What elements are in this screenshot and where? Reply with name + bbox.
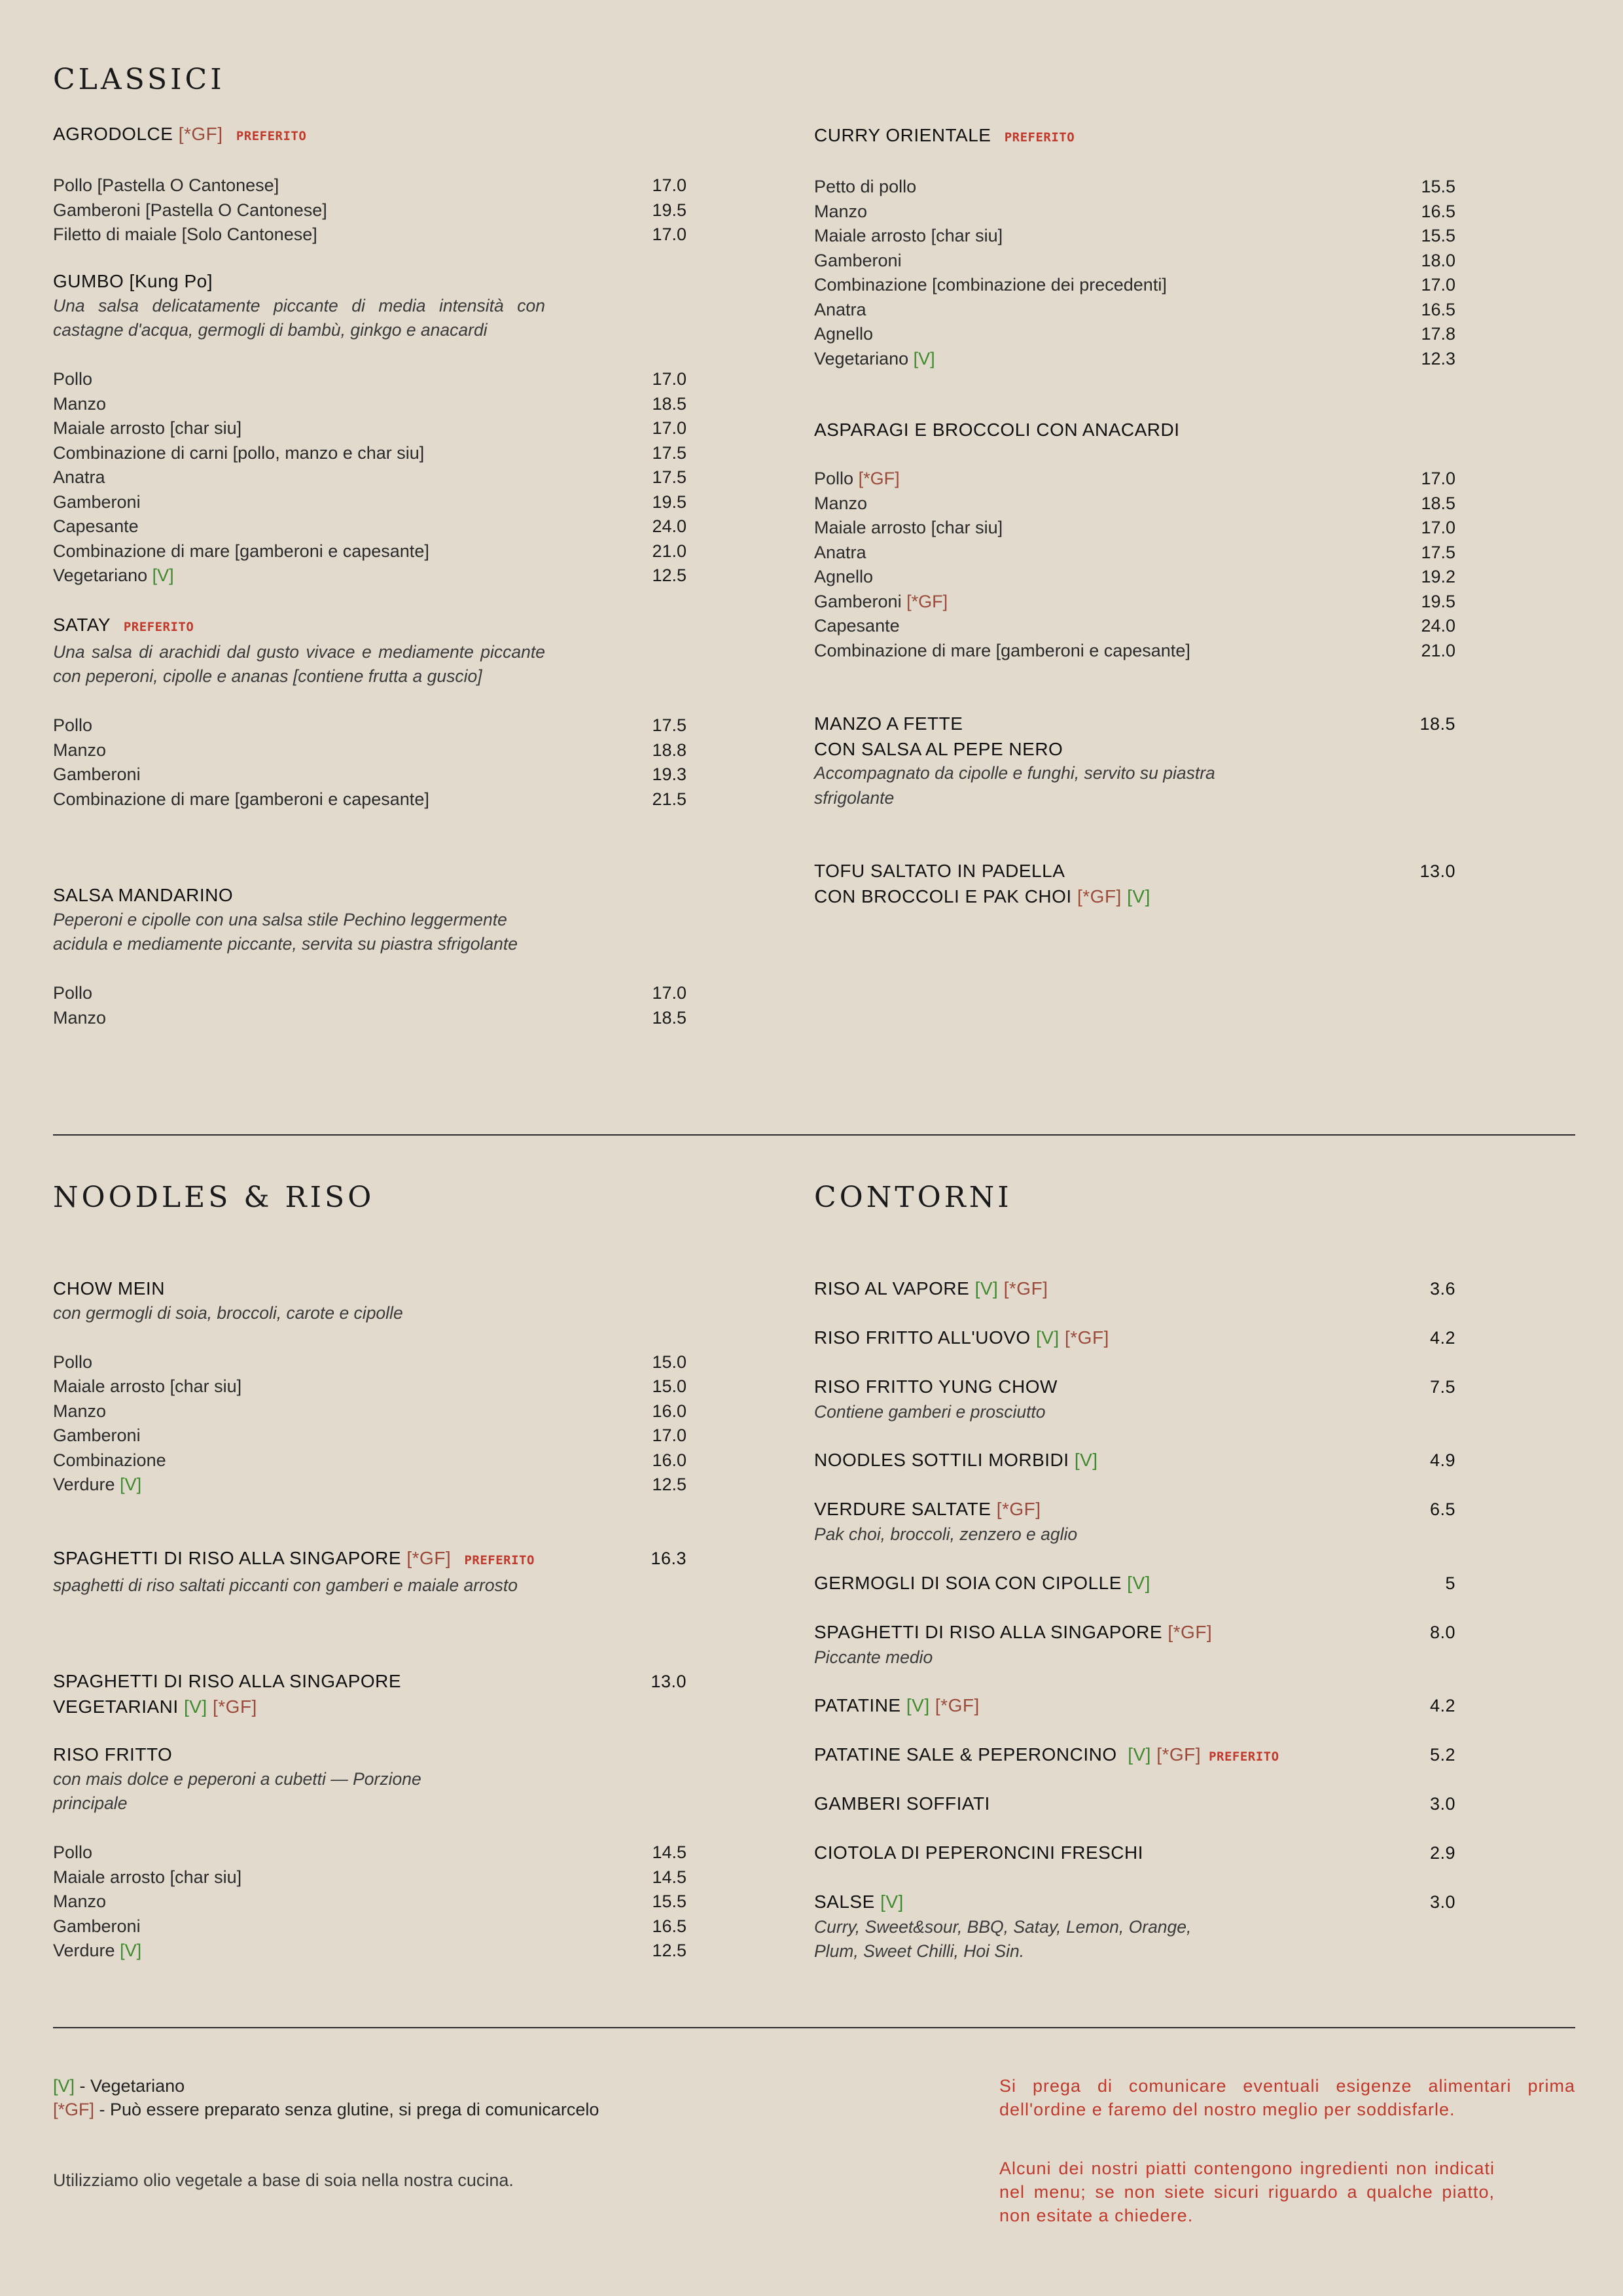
menu-item: Gamberoni [*GF] 19.5 <box>814 591 1455 611</box>
dish-name: TOFU SALTATO IN PADELLA <box>814 861 1065 881</box>
section-title-classici: CLASSICI <box>53 63 225 96</box>
dish-name: MANZO A FETTE <box>814 713 963 734</box>
menu-item: Manzo 18.8 <box>53 740 687 760</box>
menu-item: Combinazione [combinazione dei precedenti] 17.0 <box>814 275 1455 295</box>
menu-item: Manzo 16.5 <box>814 201 1455 221</box>
dish-name: SALSE <box>814 1892 875 1912</box>
veg-tag: [V] <box>152 565 174 585</box>
dish-name: PATATINE <box>814 1695 901 1715</box>
menu-item: Manzo 16.0 <box>53 1401 687 1421</box>
menu-item: Verdure [V] 12.5 <box>53 1475 687 1494</box>
dish-price: 4.9 <box>1429 1450 1455 1470</box>
veg-tag: [V] <box>1127 886 1150 906</box>
dish-singapore-vegetariani <box>53 1669 687 1719</box>
dish-description: Una salsa delicatamente piccante di media intensità con castagne d'acqua, germogli di bambù, ginkgo e anacardi <box>53 295 545 340</box>
dish-name-line2: CON BROCCOLI E PAK CHOI <box>814 886 1072 906</box>
gf-tag: [*GF] <box>906 591 948 611</box>
gf-tag: [*GF] <box>935 1695 980 1715</box>
contorno-riso-al-vapore <box>814 1276 1455 1302</box>
contorno-salse <box>814 1890 1455 1964</box>
contorno-riso-fritto-uovo <box>814 1325 1455 1351</box>
contorno-gamberi-soffiati <box>814 1791 1455 1817</box>
gf-tag: [*GF] <box>1168 1622 1213 1642</box>
dish-price: 16.3 <box>651 1549 687 1568</box>
menu-item: Gamberoni 19.3 <box>53 764 687 784</box>
dish-name-line2: VEGETARIANI <box>53 1696 179 1717</box>
veg-tag: [V] <box>880 1892 904 1912</box>
menu-item: Combinazione di carni [pollo, manzo e char siu] 17.5 <box>53 442 687 463</box>
dish-description: con mais dolce e peperoni a cubetti — Porzione principale <box>53 1768 421 1813</box>
dish-asparagi-broccoli <box>814 418 1455 663</box>
menu-item: Capesante 24.0 <box>53 516 687 536</box>
dish-price: 8.0 <box>1429 1623 1455 1642</box>
menu-item: Pollo 15.0 <box>53 1352 687 1372</box>
menu-item: Anatra 17.5 <box>814 542 1455 562</box>
contorno-patatine <box>814 1693 1455 1719</box>
menu-item: Manzo 15.5 <box>53 1892 687 1911</box>
menu-item: Manzo 18.5 <box>53 393 687 414</box>
dish-name: SPAGHETTI DI RISO ALLA SINGAPORE <box>53 1548 402 1568</box>
menu-item: Agnello 19.2 <box>814 567 1455 586</box>
dish-price: 13.0 <box>1419 861 1455 881</box>
section-title-noodles: NOODLES & RISO <box>53 1181 375 1214</box>
contorno-yung-chow <box>814 1374 1455 1424</box>
dish-name: NOODLES SOTTILI MORBIDI <box>814 1450 1069 1470</box>
menu-item: Pollo [*GF] 17.0 <box>814 469 1455 488</box>
dish-name: CURRY ORIENTALE <box>814 125 991 145</box>
gf-tag: [*GF] <box>178 124 223 144</box>
contorno-noodles-sottili <box>814 1448 1455 1473</box>
gf-tag: [*GF] <box>53 2100 95 2119</box>
gf-tag: [*GF] <box>212 1696 257 1717</box>
dish-name: GERMOGLI DI SOIA CON CIPOLLE <box>814 1573 1122 1593</box>
preferito-badge: PREFERITO <box>1004 130 1075 145</box>
dish-description: Piccante medio <box>814 1647 933 1667</box>
dish-description: Pak choi, broccoli, zenzero e aglio <box>814 1524 1078 1544</box>
dish-description: spaghetti di riso saltati piccanti con gamberi e maiale arrosto <box>53 1575 518 1595</box>
legend-veg: [V] - Vegetariano <box>53 2076 185 2096</box>
dish-price: 7.5 <box>1429 1377 1455 1397</box>
menu-item: Gamberoni 18.0 <box>814 250 1455 270</box>
preferito-badge: PREFERITO <box>236 129 307 143</box>
footer-legend <box>53 2074 838 2192</box>
menu-item: Pollo 17.0 <box>53 983 687 1003</box>
contorno-verdure-saltate <box>814 1497 1455 1547</box>
menu-item: Maiale arrosto [char siu] 14.5 <box>53 1867 687 1887</box>
legend-gf: [*GF] - Può essere preparato senza glutine, si prega di comunicarcelo <box>53 2100 599 2119</box>
oil-note: Utilizziamo olio vegetale a base di soia nella nostra cucina. <box>53 2170 514 2190</box>
menu-item: Gamberoni 17.0 <box>53 1426 687 1445</box>
preferito-badge: PREFERITO <box>1209 1749 1279 1764</box>
menu-item: Gamberoni 19.5 <box>53 492 687 512</box>
gf-tag: [*GF] <box>406 1548 452 1568</box>
gf-tag: [*GF] <box>1156 1744 1202 1765</box>
dish-name: RISO AL VAPORE <box>814 1278 970 1299</box>
dish-name: SALSA MANDARINO <box>53 885 234 905</box>
menu-item: Vegetariano [V] 12.5 <box>53 565 687 585</box>
dish-name: PATATINE SALE & PEPERONCINO <box>814 1744 1117 1765</box>
veg-tag: [V] <box>1074 1450 1098 1470</box>
menu-item: Petto di pollo 15.5 <box>814 177 1455 196</box>
contorno-germogli-soia <box>814 1571 1455 1596</box>
dish-description: Plum, Sweet Chilli, Hoi Sin. <box>814 1941 1025 1961</box>
veg-tag: [V] <box>974 1278 999 1299</box>
dish-price: 3.0 <box>1429 1892 1455 1912</box>
gf-tag: [*GF] <box>858 469 900 488</box>
veg-tag: [V] <box>53 2076 75 2096</box>
contorno-patatine-sale-peperoncino <box>814 1742 1455 1770</box>
veg-tag: [V] <box>1128 1744 1151 1765</box>
dish-agrodolce <box>53 122 687 247</box>
dish-price: 5.2 <box>1429 1745 1455 1765</box>
dish-price: 5 <box>1445 1573 1455 1593</box>
veg-tag: [V] <box>120 1941 142 1960</box>
dish-salsa-mandarino <box>53 883 687 1030</box>
contorno-spaghetti-singapore <box>814 1620 1455 1670</box>
dish-satay <box>53 613 687 812</box>
dish-description: Accompagnato da cipolle e funghi, servito su piastra sfrigolante <box>814 763 1215 808</box>
dish-name: ASPARAGI E BROCCOLI CON ANACARDI <box>814 420 1180 440</box>
dish-tofu <box>814 859 1455 908</box>
menu-item: Combinazione di mare [gamberoni e capesante] 21.5 <box>53 789 687 809</box>
dish-manzo-a-fette <box>814 711 1455 810</box>
menu-item: Manzo 18.5 <box>53 1007 687 1028</box>
dish-price: 6.5 <box>1429 1499 1455 1519</box>
veg-tag: [V] <box>913 348 935 368</box>
menu-item: Maiale arrosto [char siu] 15.5 <box>814 226 1455 245</box>
allergen-note: Alcuni dei nostri piatti contengono ingredienti non indicati nel menu; se non siete sicuri riguardo a qualche piatto, non esitate a chiedere. <box>999 2159 1495 2225</box>
menu-item: Gamberoni 16.5 <box>53 1916 687 1936</box>
menu-item: Combinazione di mare [gamberoni e capesante] 21.0 <box>53 541 687 561</box>
menu-item: Verdure [V] 12.5 <box>53 1941 687 1960</box>
dish-name: SATAY <box>53 615 111 635</box>
dish-name: GUMBO [Kung Po] <box>53 271 213 291</box>
menu-item: Anatra 16.5 <box>814 299 1455 319</box>
dish-name: CIOTOLA DI PEPERONCINI FRESCHI <box>814 1842 1144 1863</box>
veg-tag: [V] <box>1035 1327 1060 1348</box>
dish-description: con germogli di soia, broccoli, carote e cipolle <box>53 1302 403 1323</box>
dish-name: RISO FRITTO YUNG CHOW <box>814 1376 1058 1397</box>
diet-note: Si prega di comunicare eventuali esigenze alimentari prima dell'ordine e faremo del nostro meglio per soddisfarle. <box>999 2076 1575 2119</box>
dish-description: Curry, Sweet&sour, BBQ, Satay, Lemon, Orange, <box>814 1916 1192 1937</box>
menu-item: Filetto di maiale [Solo Cantonese] 17.0 <box>53 224 687 244</box>
dish-price: 4.2 <box>1429 1328 1455 1348</box>
dish-name: VERDURE SALTATE <box>814 1499 991 1519</box>
menu-item: Combinazione 16.0 <box>53 1450 687 1470</box>
dish-name: RISO FRITTO ALL'UOVO <box>814 1327 1031 1348</box>
contorno-peperoncini-freschi <box>814 1840 1455 1866</box>
menu-item: Maiale arrosto [char siu] 17.0 <box>814 518 1455 537</box>
dish-description: Una salsa di arachidi dal gusto vivace e mediamente piccante con peperoni, cipolle e ananas [contiene frutta a guscio] <box>53 641 545 686</box>
menu-item: Pollo [Pastella O Cantonese] 17.0 <box>53 175 687 195</box>
menu-item: Gamberoni [Pastella O Cantonese] 19.5 <box>53 200 687 220</box>
dish-description: Peperoni e cipolle con una salsa stile Pechino leggermente acidula e mediamente piccante, servita su piastra sfrigolante <box>53 909 518 954</box>
gf-tag: [*GF] <box>996 1499 1041 1519</box>
preferito-badge: PREFERITO <box>123 620 194 634</box>
dish-name: AGRODOLCE <box>53 124 173 144</box>
footer-divider <box>53 2027 1575 2028</box>
dish-description: Contiene gamberi e prosciutto <box>814 1401 1046 1422</box>
menu-item: Pollo 17.0 <box>53 369 687 389</box>
menu-item: Maiale arrosto [char siu] 15.0 <box>53 1376 687 1396</box>
veg-tag: [V] <box>183 1696 207 1717</box>
dish-name-line2: CON SALSA AL PEPE NERO <box>814 738 1063 759</box>
dish-price: 18.5 <box>1419 714 1455 734</box>
menu-item: Maiale arrosto [char siu] 17.0 <box>53 418 687 438</box>
menu-item: Pollo 14.5 <box>53 1842 687 1862</box>
dish-gumbo <box>53 269 687 588</box>
dish-singapore <box>53 1546 687 1598</box>
veg-tag: [V] <box>906 1695 930 1715</box>
section-title-contorni: CONTORNI <box>814 1181 1012 1214</box>
menu-item: Vegetariano [V] 12.3 <box>814 348 1455 368</box>
dish-riso-fritto <box>53 1742 687 1964</box>
dish-price: 3.0 <box>1429 1794 1455 1814</box>
menu-item: Agnello 17.8 <box>814 324 1455 344</box>
gf-tag: [*GF] <box>1064 1327 1109 1348</box>
dish-name: GAMBERI SOFFIATI <box>814 1793 990 1814</box>
menu-item: Manzo 18.5 <box>814 493 1455 513</box>
menu-item: Anatra 17.5 <box>53 467 687 487</box>
dish-price: 13.0 <box>651 1672 687 1691</box>
dish-chow-mein <box>53 1276 687 1498</box>
gf-tag: [*GF] <box>1003 1278 1048 1299</box>
menu-item: Combinazione di mare [gamberoni e capesante] 21.0 <box>814 640 1455 660</box>
gf-tag: [*GF] <box>1077 886 1122 906</box>
dish-price: 2.9 <box>1429 1843 1455 1863</box>
veg-tag: [V] <box>1127 1573 1150 1593</box>
dish-name: RISO FRITTO <box>53 1744 173 1765</box>
preferito-badge: PREFERITO <box>464 1553 535 1568</box>
dish-name: CHOW MEIN <box>53 1278 165 1299</box>
footer-notes <box>999 2074 1575 2227</box>
veg-tag: [V] <box>120 1475 142 1494</box>
menu-item: Capesante 24.0 <box>814 616 1455 636</box>
section-divider <box>53 1134 1575 1136</box>
dish-name: SPAGHETTI DI RISO ALLA SINGAPORE <box>53 1671 402 1691</box>
dish-curry-orientale <box>814 123 1455 371</box>
dish-price: 4.2 <box>1429 1696 1455 1715</box>
dish-price: 3.6 <box>1429 1279 1455 1299</box>
menu-item: Pollo 17.5 <box>53 715 687 735</box>
dish-name: SPAGHETTI DI RISO ALLA SINGAPORE <box>814 1622 1163 1642</box>
